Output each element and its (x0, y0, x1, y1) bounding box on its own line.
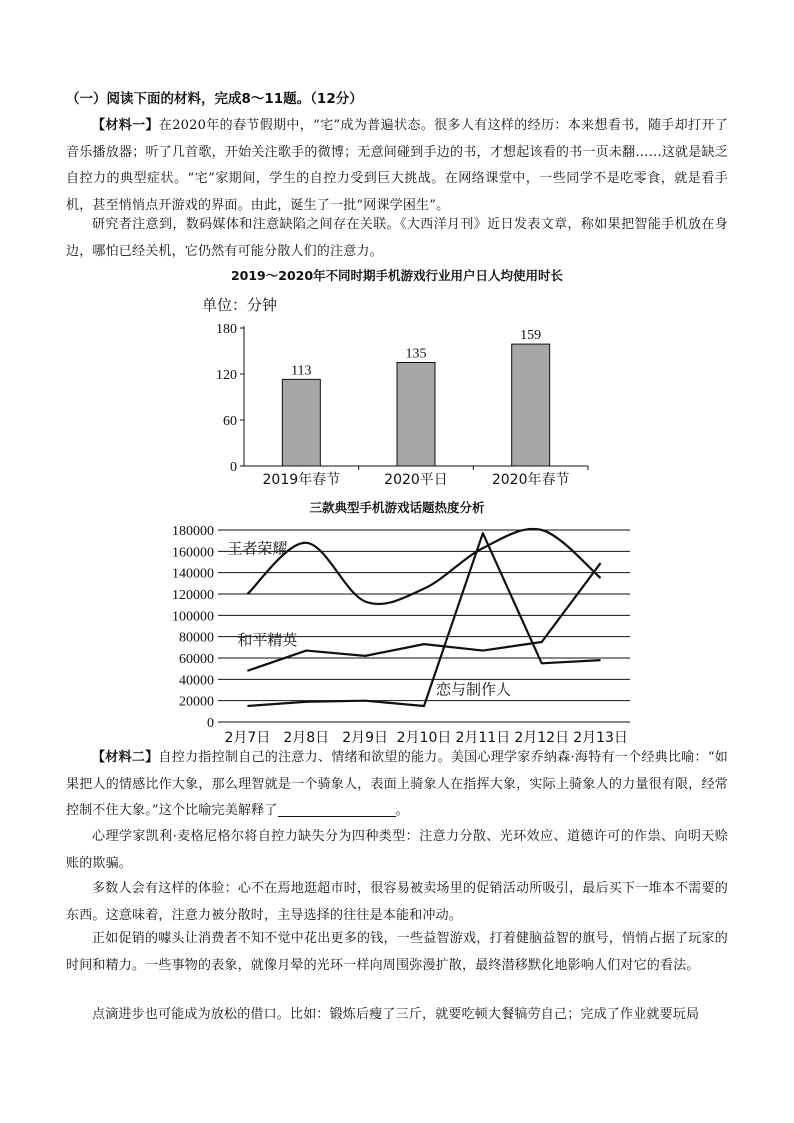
bar-chart-bar (512, 344, 550, 466)
bar-chart-title: 2019～2020年不同时期手机游戏行业用户日人均使用时长 (230, 268, 564, 283)
line-chart-x-tick-label: 2月11日 (455, 730, 511, 746)
line-chart (150, 520, 650, 748)
line-chart-x-tick-label: 2月8日 (283, 730, 330, 746)
line-chart-y-tick-label: 120000 (172, 588, 214, 603)
bar-chart-y-tick-label: 120 (216, 368, 237, 383)
line-chart-y-tick-label: 100000 (172, 609, 214, 625)
bar-chart-bar (397, 363, 435, 467)
line-chart-x-tick-label: 2月10日 (396, 730, 452, 746)
material1-paragraph-1 (66, 113, 728, 219)
line-chart-series-label: 恋与制作人 (436, 680, 512, 699)
line-chart-x-tick-label: 2月13日 (573, 730, 628, 746)
line-chart-x-tick-label: 2月9日 (342, 730, 389, 746)
bar-chart-y-tick-label: 60 (223, 414, 237, 429)
line-chart-y-tick-label: 40000 (179, 673, 214, 689)
line-chart-x-tick-label: 2月12日 (514, 730, 570, 746)
material1-label: 【材料一】 (92, 118, 159, 133)
line-chart-x-tick-label: 2月7日 (224, 730, 271, 746)
material2-paragraph-3: 多数人会有这样的体验：心不在焉地逛超市时，很容易被卖场里的促销活动所吸引，最后买下一堆本不需要的东西。这意味着，注意力被分散时，主导选择的往往是本能和冲动。 (66, 881, 728, 923)
material2-paragraph-4: 正如促销的噱头让消费者不知不觉中花出更多的钱，一些益智游戏，打着健脑益智的旗号，悄悄占据了玩家的时间和精力。一些事物的表象，就像月晕的光环一样向周围弥漫扩散，最终潜移默化地影响人们对它的看法。 (66, 931, 728, 973)
material2-p1-text: 自控力指控制自己的注意力、情绪和欲望的能力。美国心理学家乔纳森·海特有一个经典比喻：“如果把人的情感比作大象，那么理智就是一个骑象人，表面上骑象人在指挥大象，实际上骑象人的力量很有限，经常控制不住大象。”这个比喻完美解释了 (66, 750, 728, 818)
bar-chart-data-label: 113 (291, 363, 312, 379)
line-chart-y-tick-label: 80000 (179, 630, 214, 646)
material2-paragraph-1 (66, 745, 728, 825)
line-chart-y-tick-label: 140000 (172, 566, 214, 582)
material1-p1-text: 在2020年的春节假期中，“宅”成为普遍状态。很多人有这样的经历：本来想看书，随手却打开了音乐播放器；听了几首歌，开始关注歌手的微博；无意间碰到手边的书，才想起该看的书一页未翻……这就是缺乏自控力的典型症状。“宅”家期间，学生的自控力受到巨大挑战。在网络课堂中，一些同学不是吃零食，就是看手机，甚至悄悄点开游戏的界面。由此，诞生了一批“网课学困生”。 (66, 118, 728, 213)
bar-chart-data-label: 159 (520, 328, 542, 344)
line-chart-y-tick-label: 180000 (172, 524, 214, 539)
line-chart-series-heping (247, 563, 600, 671)
bar-chart (200, 288, 600, 488)
line-chart-y-tick-label: 0 (207, 716, 214, 731)
material2-p1-end: 。 (395, 803, 409, 818)
line-chart-series-label: 和平精英 (237, 631, 298, 650)
material1-paragraph-2: 研究者注意到，数码媒体和注意缺陷之间存在关联。《大西洋月刊》近日发表文章，称如果把智能手机放在身边，哪怕已经关机，它仍然有可能分散人们的注意力。 (66, 217, 728, 259)
line-chart-series-label: 王者荣耀 (227, 539, 288, 558)
line-chart-y-tick-label: 60000 (179, 652, 214, 667)
material2-paragraph-5: 点滴进步也可能成为放松的借口。比如：锻炼后瘦了三斤，就要吃顿大餐犒劳自己；完成了作业就要玩局 (92, 1007, 700, 1022)
bar-chart-bar (282, 379, 320, 466)
section-heading: （一）阅读下面的材料，完成8～11题。（12分） (66, 91, 363, 107)
bar-chart-data-label: 135 (405, 346, 427, 362)
line-chart-series-lianyu (247, 533, 600, 706)
line-chart-y-tick-label: 20000 (179, 694, 214, 710)
bar-chart-y-tick-label: 0 (230, 460, 237, 475)
line-chart-y-tick-label: 160000 (172, 545, 214, 561)
bar-chart-x-tick-label: 2020平日 (384, 472, 448, 488)
line-chart-series-wangzhe (247, 529, 600, 604)
bar-chart-unit-label: 单位：分钟 (202, 296, 278, 314)
answer-blank[interactable] (278, 802, 396, 817)
bar-chart-x-tick-label: 2019年春节 (262, 472, 341, 488)
line-chart-title: 三款典型手机游戏话题热度分析 (309, 500, 485, 515)
material2-paragraph-2: 心理学家凯利·麦格尼格尔将自控力缺失分为四种类型：注意力分散、光环效应、道德许可的作祟、向明天赊账的欺骗。 (66, 829, 728, 871)
material2-label: 【材料二】 (92, 750, 159, 765)
bar-chart-x-tick-label: 2020年春节 (491, 472, 570, 488)
bar-chart-y-tick-label: 180 (216, 322, 237, 337)
